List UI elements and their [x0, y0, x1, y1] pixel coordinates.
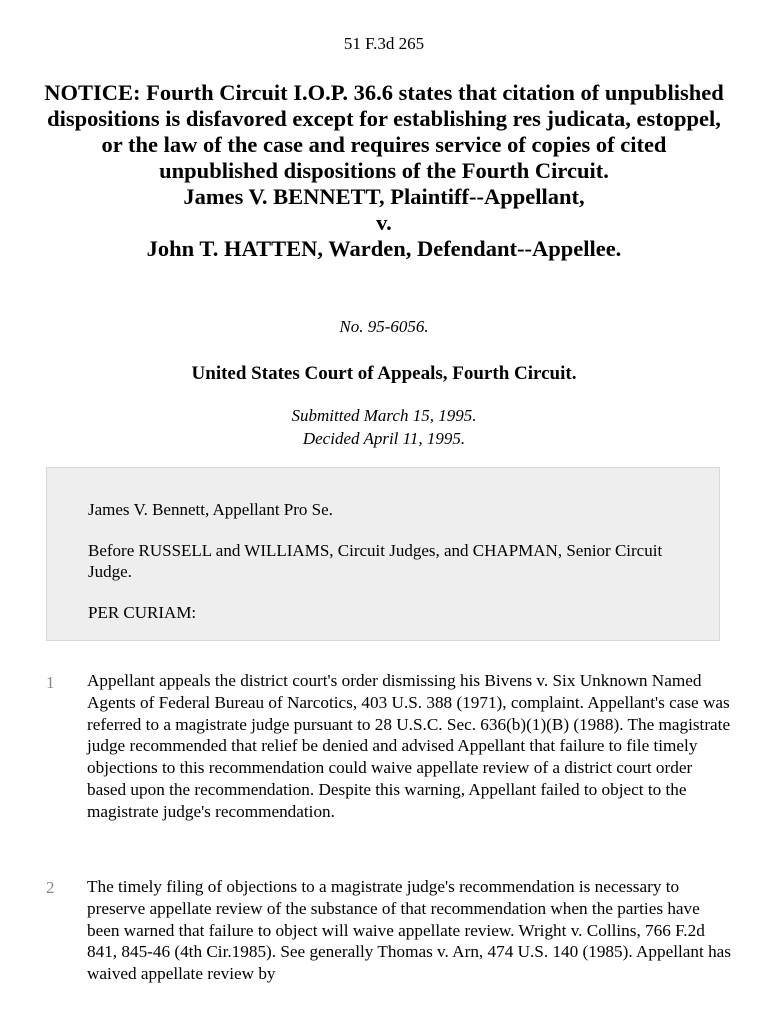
- opinion-paragraph: The timely filing of objections to a magistrate judge's recommendation is necessary to preserve appellate review of the substance of that recommendation when the parties have been warned that failure to object will waive appellate review. Wright v. Collins, 766 F.2d 841, 845-46 (4th Cir.1985). See generally Thomas v. Arn, 474 U.S. 140 (1985). Appellant has waived appellate review by: [87, 877, 731, 984]
- paragraph-number: 2: [46, 878, 55, 897]
- docket-number: No. 95-6056.: [339, 317, 429, 336]
- court-name: United States Court of Appeals, Fourth Circuit.: [191, 363, 577, 384]
- versus-line: v.: [376, 210, 392, 235]
- paragraph-number: 1: [46, 673, 55, 692]
- reporter-citation: 51 F.3d 265: [343, 34, 425, 53]
- panel-line: Before RUSSELL and WILLIAMS, Circuit Judges, and CHAPMAN, Senior Circuit Judge.: [88, 541, 663, 581]
- plaintiff-line: James V. BENNETT, Plaintiff--Appellant,: [183, 184, 585, 209]
- case-heading: [40, 80, 728, 262]
- defendant-line: John T. HATTEN, Warden, Defendant--Appellee.: [146, 236, 622, 261]
- unpublished-notice: NOTICE: Fourth Circuit I.O.P. 36.6 states that citation of unpublished dispositions is disfavored except for establishing res judicata, estoppel, or the law of the case and requires service of copies of cited unpublished dispositions of the Fourth Circuit.: [44, 80, 724, 183]
- counsel-line: James V. Bennett, Appellant Pro Se.: [88, 500, 333, 519]
- decided-date: Decided April 11, 1995.: [302, 429, 466, 448]
- counsel-panel-box: [46, 467, 720, 641]
- per-curiam-line: PER CURIAM:: [88, 603, 197, 622]
- opinion-paragraph: Appellant appeals the district court's order dismissing his Bivens v. Six Unknown Named Agents of Federal Bureau of Narcotics, 403 U.S. 388 (1971), complaint. Appellant's case was referred to a magistrate judge pursuant to 28 U.S.C. Sec. 636(b)(1)(B) (1988). The magistrate judge recommended that relief be denied and advised Appellant that failure to file timely objections to this recommendation could waive appellate review of a district court order based upon the recommendation. Despite this warning, Appellant failed to object to the magistrate judge's recommendation.: [87, 671, 731, 821]
- decision-dates: [0, 404, 768, 450]
- submitted-date: Submitted March 15, 1995.: [291, 406, 477, 425]
